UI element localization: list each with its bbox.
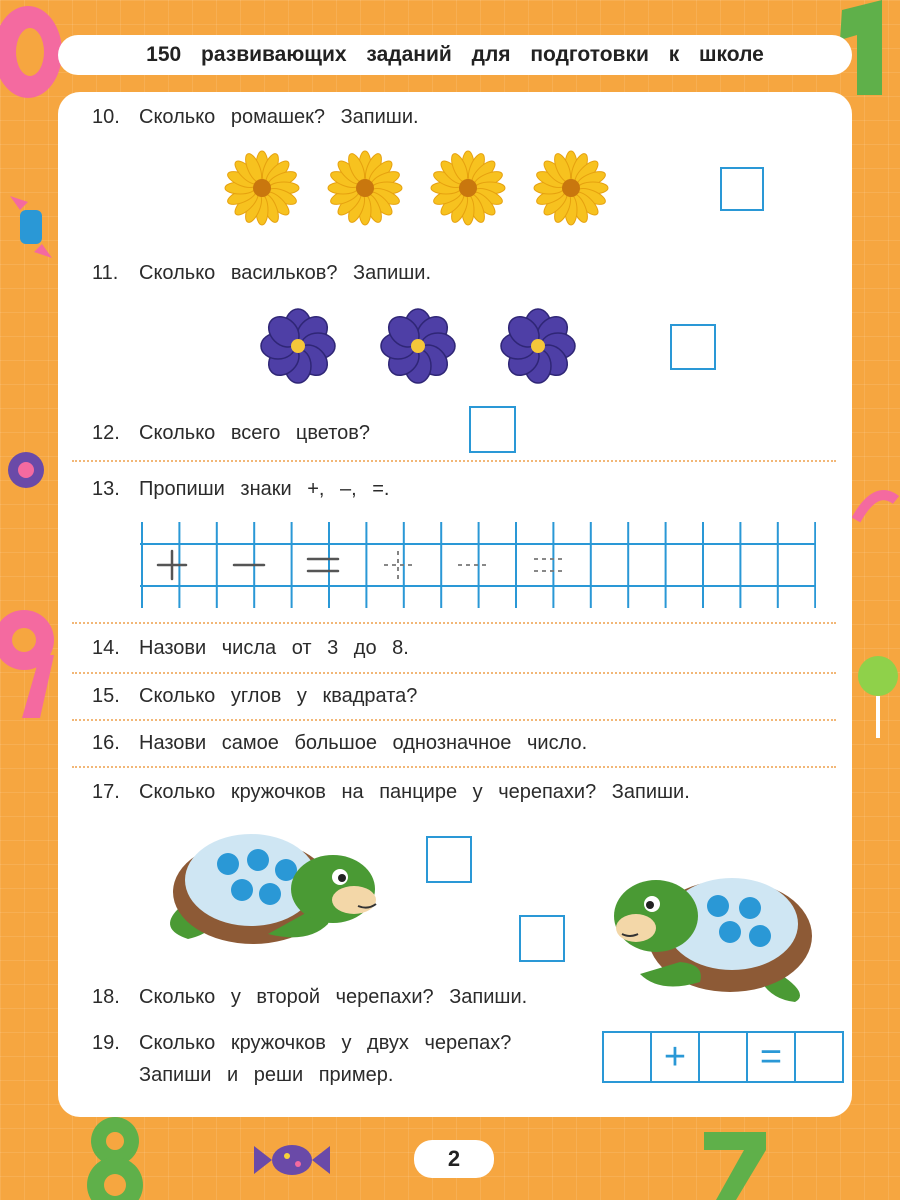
decor-digit-eight — [80, 1115, 150, 1200]
task-10 — [92, 104, 419, 130]
task-12 — [92, 420, 370, 446]
task-19 — [92, 1030, 511, 1056]
task-18 — [92, 984, 527, 1010]
task-text: Сколько ромашек? Запиши. — [139, 106, 419, 128]
answer-box-12[interactable] — [469, 406, 516, 453]
task-16 — [92, 730, 587, 756]
task-number: 13. — [92, 478, 120, 500]
divider — [72, 719, 836, 721]
cornflower-icon — [381, 309, 455, 383]
decor-lollipop-icon — [856, 650, 900, 740]
turtle-right-illustration — [610, 864, 822, 1004]
shell-dot — [231, 879, 253, 901]
decor-candy-stripe-icon — [852, 480, 900, 530]
task-number: 14. — [92, 637, 120, 659]
decor-digit-nine — [0, 600, 60, 720]
daisy-row — [224, 150, 614, 230]
decor-digit-seven — [700, 1128, 770, 1200]
divider — [72, 622, 836, 624]
task-number: 15. — [92, 685, 120, 707]
decor-candy-icon — [6, 192, 56, 262]
divider — [72, 766, 836, 768]
task-17 — [92, 779, 690, 805]
task-text: Сколько всего цветов? — [139, 422, 371, 444]
shell-dot — [707, 895, 729, 917]
daisy-icon — [431, 151, 505, 225]
turtle-left-illustration — [158, 814, 388, 949]
task-15 — [92, 683, 417, 709]
shell-dot — [247, 849, 269, 871]
equation-plus-sign: + — [652, 1033, 700, 1081]
daisy-icon — [225, 151, 299, 225]
answer-box-17[interactable] — [426, 836, 472, 883]
answer-box-11[interactable] — [670, 324, 716, 370]
shell-dot — [719, 921, 741, 943]
page-header: 150 развивающих заданий для подготовки к школе — [58, 35, 852, 75]
task-19-line-2 — [139, 1062, 393, 1088]
equation-equals-sign: = — [748, 1033, 796, 1081]
page-number: 2 — [414, 1140, 494, 1178]
task-number: 12. — [92, 422, 120, 444]
task-text: Сколько у второй черепахи? Запиши. — [139, 986, 528, 1008]
divider — [72, 460, 836, 462]
task-text: Сколько кружочков на панцире у черепахи? Запиши. — [139, 781, 690, 803]
shell-dot — [217, 853, 239, 875]
cornflower-icon — [261, 309, 335, 383]
shell-dot — [259, 883, 281, 905]
equation-slot-1[interactable] — [604, 1033, 652, 1081]
task-text: Назови числа от 3 до 8. — [139, 637, 409, 659]
task-text: Сколько кружочков у двух черепах? — [139, 1032, 512, 1054]
daisy-icon — [534, 151, 608, 225]
cornflower-icon — [501, 309, 575, 383]
daisy-icon — [328, 151, 402, 225]
answer-box-10[interactable] — [720, 167, 764, 211]
shell-dot — [749, 925, 771, 947]
handwriting-grid[interactable] — [140, 522, 816, 608]
equation-slot-3[interactable] — [796, 1033, 842, 1081]
task-13 — [92, 476, 389, 502]
task-text: Сколько васильков? Запиши. — [139, 262, 432, 284]
decor-candy-ball-icon — [2, 440, 54, 500]
equation-slot-2[interactable] — [700, 1033, 748, 1081]
answer-box-18[interactable] — [519, 915, 565, 962]
worksheet-card — [58, 92, 852, 1117]
task-number: 10. — [92, 106, 120, 128]
task-11 — [92, 260, 431, 286]
divider — [72, 672, 836, 674]
task-text: Пропиши знаки +, –, =. — [139, 478, 390, 500]
task-text: Запиши и реши пример. — [139, 1064, 394, 1086]
cornflower-row — [258, 306, 588, 386]
task-number: 17. — [92, 781, 120, 803]
task-text: Сколько углов у квадрата? — [139, 685, 418, 707]
decor-candy-wrapper-icon — [252, 1138, 332, 1183]
task-number: 16. — [92, 732, 120, 754]
task-text: Назови самое большое однозначное число. — [139, 732, 588, 754]
task-number: 18. — [92, 986, 120, 1008]
task-number: 11. — [92, 262, 119, 284]
task-number: 19. — [92, 1032, 120, 1054]
equation-boxes — [602, 1031, 844, 1083]
task-14 — [92, 635, 409, 661]
shell-dot — [739, 897, 761, 919]
